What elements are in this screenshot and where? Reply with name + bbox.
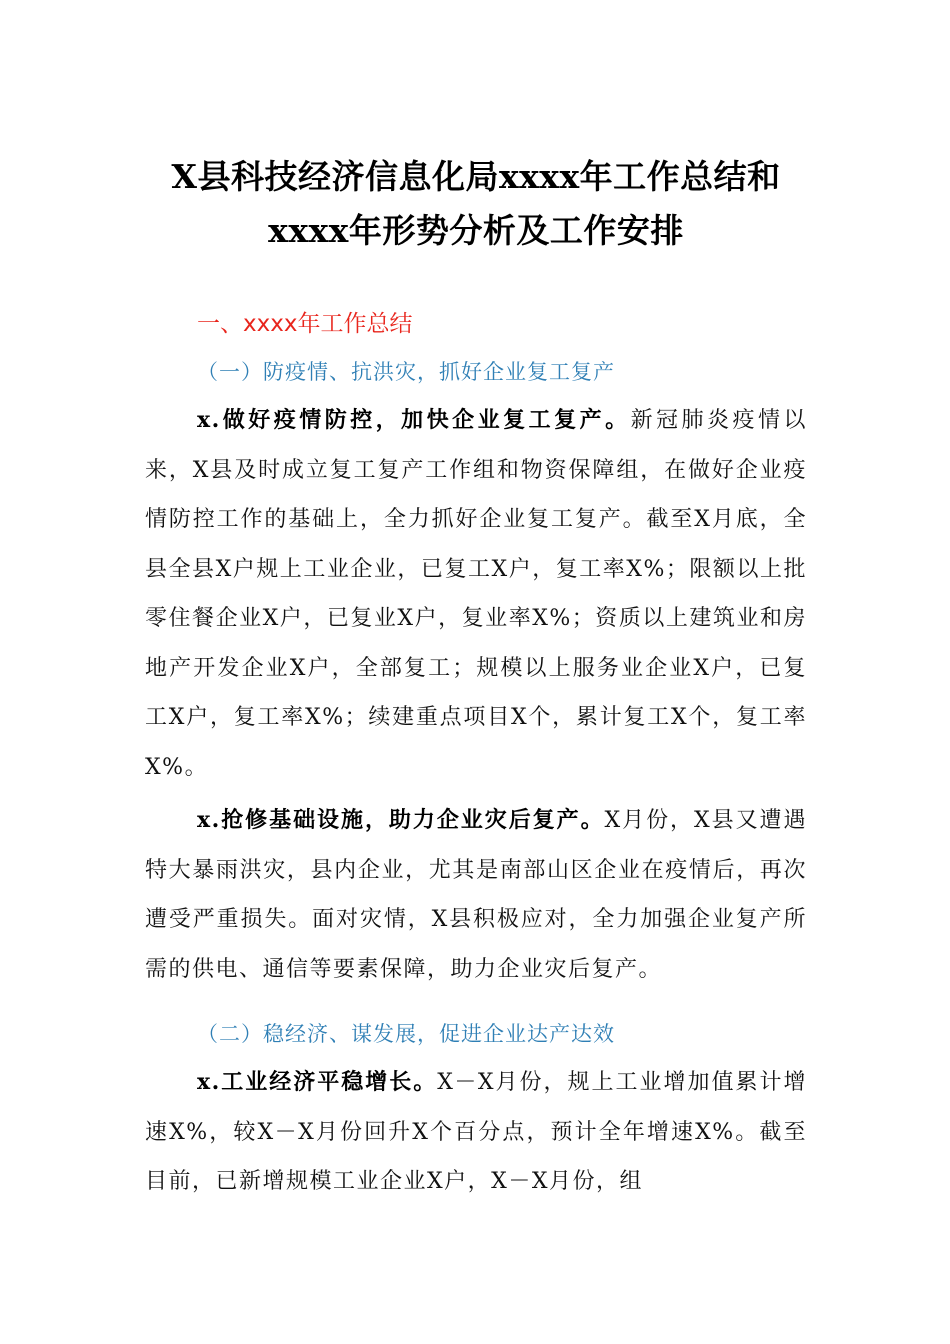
paragraph-body: 新冠肺炎疫情以来，X县及时成立复工复产工作组和物资保障组，在做好企业疫情防控工作的基础上，全力抓好企业复工复产。截至X月底，全县全县X户规上工业企业，已复工X户，复工率X%；限额以上批零住餐企业X户，已复业X户，复业率X%；资质以上建筑业和房地产开发企业X户，全部复工；规模以上服务业企业X户，已复工X户，复工率X%；续建重点项目X个，累计复工X个，复工率X%。 [145,408,807,780]
document-page [145,150,807,1207]
subsection-heading-epidemic-flood: （一）防疫情、抗洪灾，抓好企业复工复产 [197,360,615,384]
paragraph-epidemic-control [145,396,807,792]
paragraph-body: X－X月份，规上工业增加值累计增速X%，较X－X月份回升X个百分点，预计全年增速X%。截至目前，已新增规模工业企业X户，X－X月份，组 [145,1070,807,1194]
paragraph-infrastructure-repair [145,796,807,994]
title-line-2: xxxx年形势分析及工作安排 [268,211,684,250]
paragraph-lead: x.抢修基础设施，助力企业灾后复产。 [197,807,605,833]
document-title [145,150,807,258]
title-line-1: X县科技经济信息化局xxxx年工作总结和 [171,157,781,196]
subsection-heading-economy: （二）稳经济、谋发展，促进企业达产达效 [197,1022,615,1046]
paragraph-lead: x.做好疫情防控，加快企业复工复产。 [197,407,631,433]
paragraph-body: X月份，X县又遭遇特大暴雨洪灾，县内企业，尤其是南部山区企业在疫情后，再次遭受严重损失。面对灾情，X县积极应对，全力加强企业复产所需的供电、通信等要素保障，助力企业灾后复产。 [145,808,808,982]
paragraph-lead: x.工业经济平稳增长。 [197,1069,438,1095]
section-heading-work-summary: 一、xxxx年工作总结 [197,311,413,337]
paragraph-industrial-growth [145,1058,807,1207]
